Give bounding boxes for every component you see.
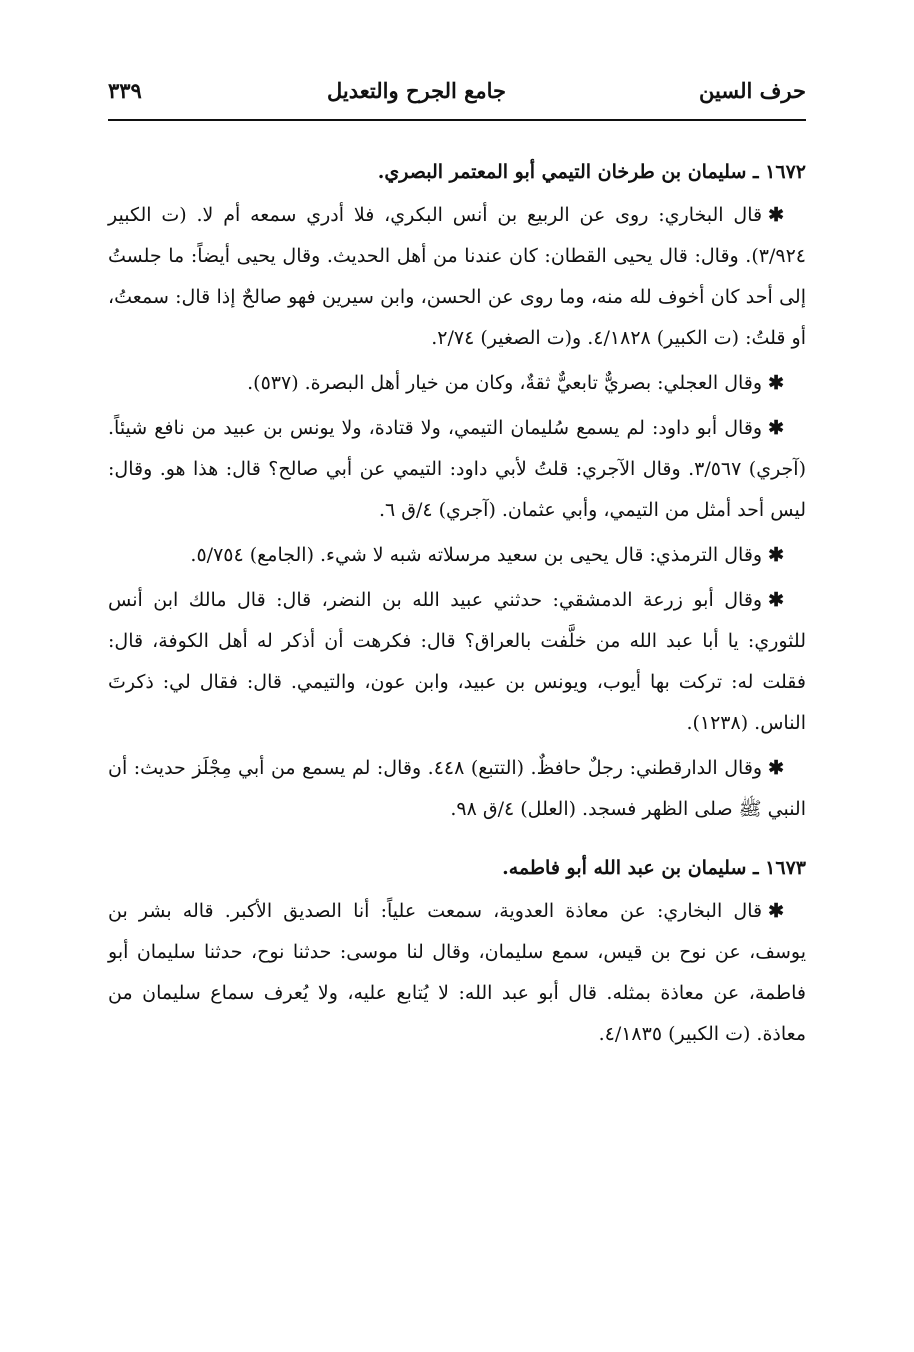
star-icon: ✱ bbox=[768, 417, 784, 439]
page-body bbox=[108, 152, 806, 1059]
paragraph-text: وقال العجلي: بصريٌّ تابعيٌّ ثقةٌ، وكان من خيار أهل البصرة. (٥٣٧). bbox=[247, 372, 763, 394]
book-title: جامع الجرح والتعديل bbox=[327, 78, 506, 103]
star-icon: ✱ bbox=[768, 900, 784, 922]
entry-1673 bbox=[108, 848, 806, 1055]
paragraph-text: قال البخاري: روى عن الربيع بن أنس البكري، فلا أدري سمعه أم لا. (ت الكبير ٣/٩٢٤). وقال: قال يحيى القطان: كان عندنا من أهل الحديث. وقال يحيى أيضاً: ما جلستُ إلى أحد كان أخوف لله منه، وما روى عن الحسن، وابن سيرين فهو صالحٌ إذا قال: سمعتُ، أو قلتُ: (ت الكبير) ٤/١٨٢٨. و(ت الصغير) ٢/٧٤. bbox=[108, 204, 806, 349]
star-icon: ✱ bbox=[768, 757, 784, 779]
star-icon: ✱ bbox=[768, 372, 784, 394]
paragraph-daraqutni bbox=[108, 748, 806, 830]
paragraph-text: وقال أبو زرعة الدمشقي: حدثني عبيد الله بن النضر، قال: قال مالك ابن أنس للثوري: يا أبا عبد الله من خلَّفت بالعراق؟ قال: فكرهت أن أذكر له أهل الكوفة، قال: فقلت له: تركت بها أيوب، ويونس بن عبيد، وابن عون، والتيمي. قال: فقال لي: ذكرتَ الناس. (١٢٣٨). bbox=[108, 589, 806, 734]
chapter-heading: حرف السين bbox=[699, 78, 806, 103]
paragraph-text: وقال الترمذي: قال يحيى بن سعيد مرسلاته شبه لا شيء. (الجامع) ٥/٧٥٤. bbox=[190, 544, 763, 566]
paragraph-abu-zurah bbox=[108, 580, 806, 744]
paragraph-bukhari bbox=[108, 891, 806, 1055]
entry-spacer bbox=[108, 834, 806, 848]
paragraph-abu-dawud bbox=[108, 408, 806, 531]
entry-1672 bbox=[108, 152, 806, 830]
paragraph-text: قال البخاري: عن معاذة العدوية، سمعت علياً: أنا الصديق الأكبر. قاله بشر بن يوسف، عن نوح بن قيس، سمع سليمان، وقال لنا موسى: حدثنا نوح، حدثنا سليمان أبو فاطمة، عن معاذة بمثله. قال أبو عبد الله: لا يُتابع عليه، ولا يُعرف سماع سليمان من معاذة. (ت الكبير) ٤/١٨٣٥. bbox=[108, 900, 806, 1045]
entry-title: ١٦٧٣ ـ سليمان بن عبد الله أبو فاطمه. bbox=[502, 857, 806, 879]
page-header bbox=[108, 78, 806, 112]
paragraph-ijli bbox=[108, 363, 806, 404]
star-icon: ✱ bbox=[768, 544, 784, 566]
header-rule bbox=[108, 119, 806, 121]
star-icon: ✱ bbox=[768, 589, 784, 611]
paragraph-bukhari bbox=[108, 195, 806, 359]
entry-title: ١٦٧٢ ـ سليمان بن طرخان التيمي أبو المعتمر البصري. bbox=[377, 161, 806, 183]
page-number: ٣٣٩ bbox=[108, 78, 142, 103]
paragraph-text: وقال الدارقطني: رجلٌ حافظٌ. (التتبع) ٤٤٨. وقال: لم يسمع من أبي مِجْلَز حديث: أن النبي ﷺ صلى الظهر فسجد. (العلل) ٤/ق ٩٨. bbox=[108, 757, 806, 820]
paragraph-tirmidhi bbox=[108, 535, 806, 576]
star-icon: ✱ bbox=[768, 204, 784, 226]
paragraph-text: وقال أبو داود: لم يسمع سُليمان التيمي، ولا قتادة، ولا يونس بن عبيد من نافع شيئاً. (آجري) ٣/٥٦٧. وقال الآجري: قلتُ لأبي داود: التيمي عن أبي صالح؟ قال: هذا هو. وقال: ليس أحد أمثل من التيمي، وأبي عثمان. (آجري) ٤/ق ٦. bbox=[108, 417, 806, 521]
